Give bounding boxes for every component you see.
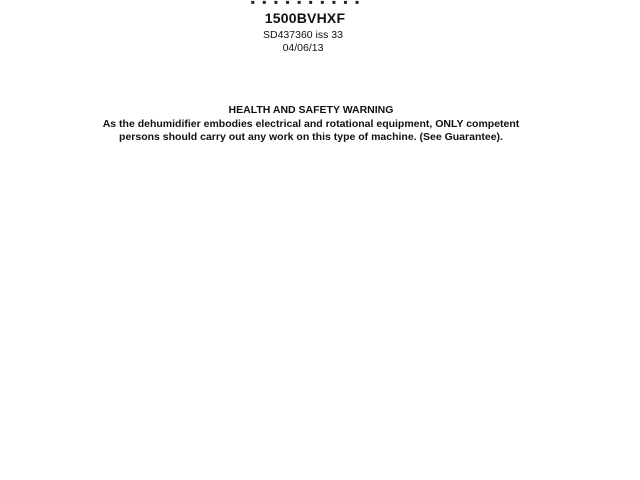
- warning-text-line-1: As the dehumidifier embodies electrical and rotational equipment, ONLY competent: [102, 117, 520, 130]
- health-safety-warning: [0, 104, 622, 145]
- cropped-text-fragment: [226, 0, 386, 4]
- model-number: 1500BVHXF: [264, 10, 346, 26]
- warning-title: HEALTH AND SAFETY WARNING: [228, 104, 394, 116]
- document-reference: SD437360 iss 33: [263, 29, 343, 41]
- document-date: 04/06/13: [282, 42, 324, 54]
- warning-text-line-2: persons should carry out any work on this type of machine. (See Guarantee).: [119, 131, 503, 143]
